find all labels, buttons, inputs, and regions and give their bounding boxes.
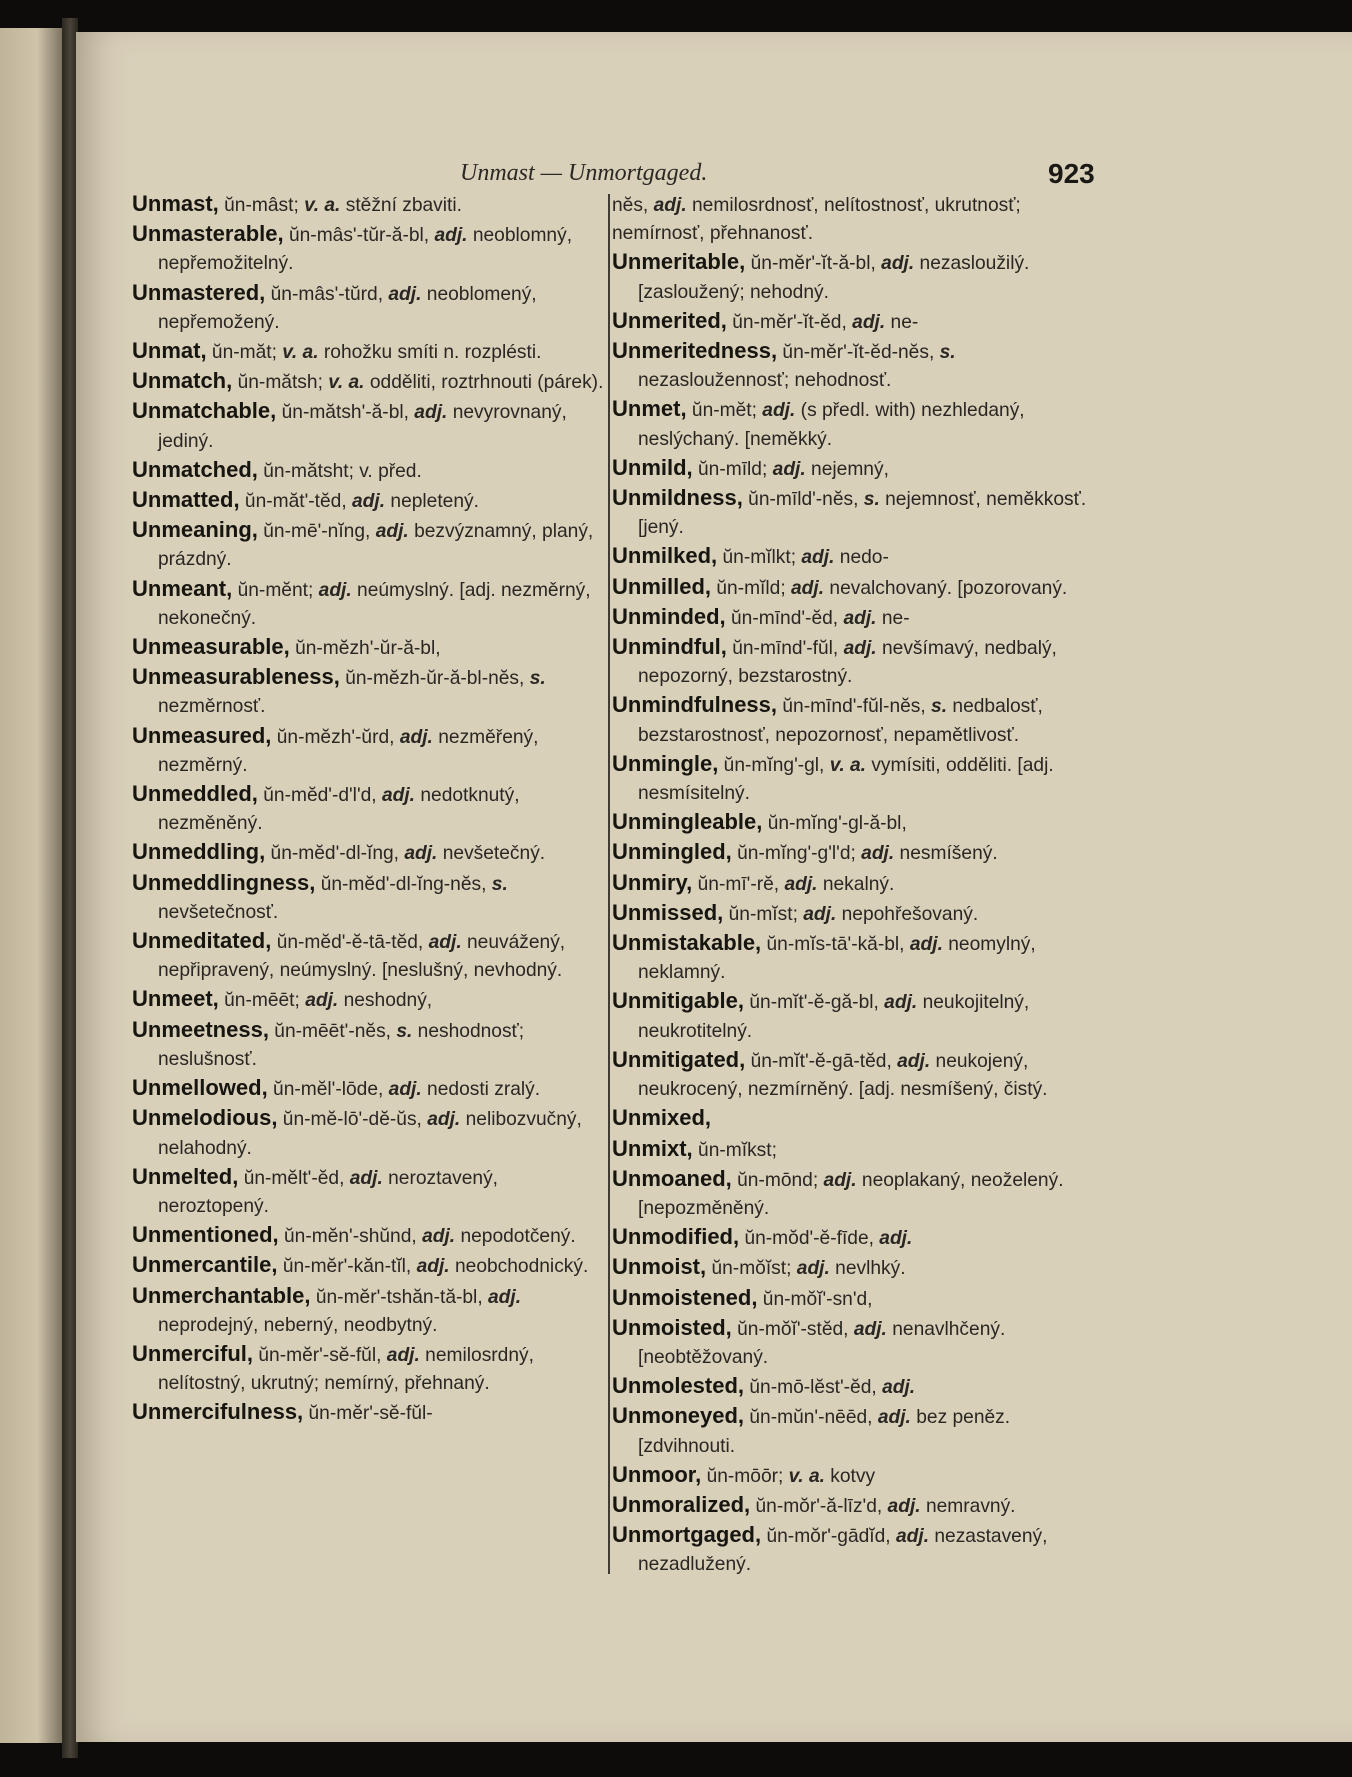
entry-grammar-label: v. a. [322,372,365,394]
entry-pronunciation: ŭn-mŏr'-gādĭd, [761,1526,891,1548]
dictionary-entry [612,750,1088,808]
entry-definition: neukojitelný, neukrotitelný. [638,992,1030,1042]
entry-grammar-label: adj. [756,400,796,422]
dictionary-entry [612,899,1088,929]
entry-grammar-label: adj. [797,903,837,925]
entry-headword: Unmeddlingness, [132,869,316,895]
entry-grammar-label: adj. [767,458,806,480]
page-number: 923 [1048,158,1095,189]
entry-headword: Unmixed, [612,1105,712,1131]
dictionary-entry [612,395,1088,453]
entry-grammar-label: adj. [648,195,687,216]
entry-definition: ne- [876,607,910,629]
entry-pronunciation: ŭn-mĭkst; [692,1139,777,1161]
entry-definition: nedotknutý, nezměněný. [158,785,520,835]
entry-definition: nezasloužilý. [zasloužený; nehodný. [638,253,1030,303]
entry-pronunciation: ŭn-mīld; [692,458,768,480]
left-column [132,190,608,1590]
entry-headword: Unmodified, [612,1224,740,1250]
entry-pronunciation: ŭn-mēēt'-nĕs, [268,1020,391,1042]
entry-pronunciation: ŭn-mī'-rĕ, [692,873,780,895]
entry-definition: nemilosrdnosť, nelítostnosť, ukrutnosť; nemírnosť, přehnanosť. [612,195,1021,245]
entry-headword: Unmolested, [612,1373,745,1399]
entry-grammar-label: adj. [346,491,386,513]
entry-definition: rohožku smíti n. rozplésti. [318,342,542,364]
dictionary-entry [132,1251,608,1281]
entry-definition: nepohřešovaný. [836,903,979,925]
entry-definition: nepletený. [385,491,479,513]
entry-pronunciation: ŭn-mătsh'-ă-bl, [276,402,409,424]
entry-pronunciation: ŭn-mĕd'-dl-ĭng, [265,843,399,865]
entry-pronunciation: ŭn-mīnd'-ĕd, [725,607,839,629]
entry-pronunciation: ŭn-mătsht; [257,460,354,482]
entry-definition: neprodejný, neberný, neodbytný. [158,1314,438,1336]
entry-headword: Unmortgaged, [612,1522,762,1548]
running-head-title: Unmast — Unmortgaged. [460,160,708,186]
dictionary-entry [612,307,1088,337]
entry-grammar-label: adj. [416,1226,456,1248]
entry-headword: Unmilled, [612,573,712,599]
entry-headword: Unmastered, [132,279,266,305]
entry-headword: Unmoor, [612,1461,702,1487]
entry-headword: Unmoralized, [612,1491,751,1517]
entry-grammar-label: adj. [873,1228,913,1250]
dictionary-entry [612,633,1088,691]
entry-headword: Unmercantile, [132,1252,278,1278]
entry-headword: Unmeritedness, [612,338,778,364]
entry-pronunciation: ŭn-măt; [206,342,277,364]
dictionary-entry [132,337,608,367]
entry-headword: Unmelodious, [132,1105,278,1131]
entry-headword: Unmitigated, [612,1046,746,1072]
entry-grammar-label: adj. [855,843,895,865]
entry-definition: nejemný, [805,458,889,480]
entry-grammar-label: adj. [876,1377,916,1399]
dictionary-entry [132,1282,608,1340]
entry-definition: neoplakaný, neoželený. [nepozměněný. [638,1169,1064,1219]
entry-grammar-label: v. a. [783,1465,825,1487]
entry-pronunciation: ŭn-mĭng'-gl-ă-bl, [762,813,907,835]
entry-grammar-label: s. [858,489,880,511]
entry-headword: Unmatched, [132,456,258,482]
entry-grammar-label: adj. [399,843,438,865]
entry-pronunciation: ŭn-mŏĭ'-sn'd, [757,1288,873,1310]
entry-headword: Unmissed, [612,899,724,925]
entry-pronunciation: ŭn-mŭn'-nēēd, [744,1407,873,1429]
entry-headword: Unmeant, [132,575,233,601]
entry-grammar-label: adj. [779,873,818,895]
dictionary-entry [612,337,1088,395]
entry-pronunciation: ŭn-mē'-nĭng, [257,521,371,543]
dictionary-entry [612,1372,1088,1402]
dictionary-entry [132,367,608,397]
entry-pronunciation: ŭn-mĕr'-ĭt-ĕd, [726,311,847,333]
entry-grammar-label: adj. [482,1286,522,1308]
entry-grammar-label: v. a. [276,342,319,364]
dictionary-entry [132,1163,608,1221]
dictionary-entry [612,542,1088,572]
entry-grammar-label: adj. [383,283,422,305]
entry-headword: Unmixt, [612,1135,693,1161]
entry-definition: nedo- [834,547,889,569]
entry-grammar-label: adj. [848,1318,887,1340]
entry-headword: Unmentioned, [132,1222,279,1248]
entry-headword: Unmindful, [612,634,727,660]
dictionary-entry [612,573,1088,603]
entry-grammar-label: adj. [904,934,943,956]
entry-pronunciation: ŭn-mĕr'-sĕ-fŭl, [253,1344,382,1366]
entry-pronunciation: ŭn-mĭng'-g'l'd; [731,843,856,865]
entry-headword: Unmoist, [612,1254,707,1280]
entry-grammar-label: adj. [381,1344,420,1366]
entry-pronunciation: ŭn-mâst; [218,195,299,216]
entry-headword: Unmoisted, [612,1314,732,1340]
dictionary-entry [132,575,608,633]
entry-grammar-label: adj. [785,577,825,599]
dictionary-entry [612,1521,1088,1579]
entry-pronunciation: ŭn-mŏd'-ĕ-fīde, [739,1228,874,1250]
entry-definition: nemilosrdný, nelítostný, ukrutný; nemírný, přehnaný. [158,1344,534,1395]
entry-pronunciation: ŭn-mĕr'-sĕ-fŭl- [303,1403,433,1425]
entry-pronunciation: ŭn-mĭt'-ĕ-gă-bl, [744,992,879,1014]
entry-headword: Unmatchable, [132,398,277,424]
entry-definition: nemravný. [920,1495,1016,1517]
book-page [76,32,1352,1742]
dictionary-entry [612,1253,1088,1283]
dictionary-entry [612,691,1088,749]
dictionary-entry [612,1165,1088,1223]
entry-headword: Unmerited, [612,307,727,333]
dictionary-entry [132,397,608,455]
entry-pronunciation: ŭn-mō-lĕst'-ĕd, [744,1377,877,1399]
dictionary-entry [612,454,1088,484]
entry-pronunciation: ŭn-mĕd'-ĕ-tā-tĕd, [271,932,424,954]
dictionary-entry [612,1284,1088,1314]
entry-pronunciation: ŭn-mīnd'-fŭl-nĕs, [777,696,926,718]
entry-headword: Unmatted, [132,487,240,513]
entry-definition: nedbalosť, bezstarostnosť, nepozornosť, nepamětlivosť. [638,696,1043,746]
dictionary-entry [132,985,608,1015]
entry-headword: Unmasterable, [132,221,284,247]
dictionary-entry [132,1398,608,1428]
entry-grammar-label: adj. [313,579,352,601]
entry-grammar-label: adj. [423,932,462,954]
entry-definition: nevalchovaný. [pozorovaný. [824,577,1068,599]
entry-headword: Unmingle, [612,750,719,776]
dictionary-entry [132,663,608,721]
dictionary-entry [612,1314,1088,1372]
entry-pronunciation: ŭn-mĕzh'-ŭrd, [271,726,395,748]
dictionary-entry [132,1074,608,1104]
dictionary-entry [612,1104,1088,1134]
entry-pronunciation: ŭn-mâs'-tŭrd, [265,283,384,305]
entry-definition: nezastavený, nezadlužený. [638,1526,1048,1576]
entry-grammar-label: adj. [891,1050,931,1072]
dictionary-entry [132,869,608,927]
entry-definition: neomylný, neklamný. [638,934,1036,984]
entry-pronunciation: ŭn-mĕlt'-ĕd, [238,1167,345,1189]
entry-definition: neshodnosť; neslušnosť. [158,1020,525,1070]
dictionary-entry [132,190,608,220]
entry-definition: (s předl. with) nezhledaný, neslýchaný. [neměkký. [638,400,1025,450]
entry-grammar-label: adj. [394,726,433,748]
entry-headword: Unmild, [612,454,693,480]
entry-headword: Unmerciful, [132,1340,254,1366]
entry-headword: Unmingleable, [612,809,763,835]
entry-pronunciation: ŭn-mōnd; [731,1169,819,1191]
entry-pronunciation: ŭn-mĕr'-ĭt-ă-bl, [745,253,876,275]
entry-grammar-label: adj. [890,1526,930,1548]
entry-headword: Unmoneyed, [612,1403,745,1429]
dictionary-entry [132,633,608,663]
entry-grammar-label: v. a. [824,754,866,776]
entry-grammar-label: adj. [882,1495,921,1517]
entry-definition: neroztavený, neroztopený. [158,1167,498,1217]
entry-grammar-label: adj. [791,1258,830,1280]
entry-pronunciation: ŭn-mĕzh-ŭr-ă-bl-nĕs, [339,668,525,690]
entry-pronunciation: ŭn-mătsh; [232,372,323,394]
entry-pronunciation: ŭn-mŏĭst; [706,1258,792,1280]
dictionary-entry [612,808,1088,838]
entry-pronunciation: ŭn-mĕd'-dl-ĭng-nĕs, [315,873,487,895]
entry-pronunciation: nĕs, [612,195,649,216]
entry-pronunciation: ŭn-mĭt'-ĕ-gā-tĕd, [745,1050,892,1072]
entry-pronunciation: ŭn-mĭs-tā'-kă-bl, [761,934,905,956]
entry-headword: Unmatch, [132,368,233,394]
entry-headword: Unminded, [612,603,726,629]
entry-definition: stěžní zbaviti. [340,195,462,216]
entry-definition: ne- [885,311,919,333]
entry-definition: neshodný, [338,990,433,1012]
entry-definition: vymísiti, odděliti. [adj. nesmísitelný. [638,754,1054,805]
entry-headword: Unmoistened, [612,1284,758,1310]
entry-headword: Unmeetness, [132,1016,269,1042]
entry-definition: neoblomný, nepřemožitelný. [158,225,573,275]
dictionary-entry [132,486,608,516]
dictionary-entry [132,1016,608,1074]
entry-headword: Unmet, [612,396,687,422]
entry-grammar-label: adj. [796,547,835,569]
column-rule [608,194,610,1574]
running-head [76,132,1176,189]
entry-headword: Unmeditated, [132,928,272,954]
entry-pronunciation: ŭn-mĕr'-ĭt-ĕd-nĕs, [777,342,935,364]
entry-pronunciation: ŭn-mĕ-lō'-dĕ-ŭs, [277,1109,422,1131]
dictionary-entry [612,987,1088,1045]
entry-definition: nepodotčený. [455,1226,576,1248]
entry-definition: nekalný. [817,873,895,895]
entry-pronunciation: ŭn-mĕr'-tshăn-tă-bl, [310,1286,483,1308]
entry-pronunciation: ŭn-mĕn'-shŭnd, [278,1226,417,1248]
entry-grammar-label: adj. [875,253,915,275]
entry-definition: nezměřený, nezměrný. [158,726,539,776]
entry-grammar-label: adj. [408,402,448,424]
entry-pronunciation: ŭn-mēēt; [218,990,300,1012]
entry-grammar-label: adj. [818,1169,857,1191]
entry-headword: Unmeasurable, [132,634,290,660]
dictionary-entry [132,722,608,780]
entry-definition: nedosti zralý. [421,1079,541,1101]
entry-grammar-label: s. [934,342,956,364]
entry-grammar-label: adj. [838,607,877,629]
entry-pronunciation: ŭn-mĕd'-d'l'd, [257,785,377,807]
entry-definition: v. před. [353,460,422,482]
entry-definition: neoblomený, nepřemožený. [158,283,537,333]
entry-pronunciation: ŭn-mĕt; [686,400,757,422]
entry-pronunciation: ŭn-mīnd'-fŭl, [726,638,839,660]
entry-definition: kotvy [824,1465,876,1487]
dictionary-entry [612,838,1088,868]
entry-headword: Unmoaned, [612,1165,732,1191]
dictionary-entry [132,516,608,574]
dictionary-entry [132,1104,608,1162]
right-column [612,190,1088,1590]
dictionary-entry [612,1046,1088,1104]
entry-pronunciation: ŭn-mâs'-tŭr-ă-bl, [283,225,430,247]
entry-pronunciation: ŭn-mĭst; [723,903,798,925]
entry-definition: neuvážený, nepřipravený, neúmyslný. [neslušný, nevhodný. [158,932,566,982]
dictionary-entry [612,1491,1088,1521]
entry-definition: neobchodnický. [449,1256,589,1278]
dictionary-entry [132,780,608,838]
entry-headword: Unmilked, [612,543,718,569]
entry-grammar-label: adj. [376,785,416,807]
entry-headword: Unmelted, [132,1163,239,1189]
entry-grammar-label: adj. [344,1167,383,1189]
entry-definition: nelibozvučný, nelahodný. [158,1109,582,1159]
dictionary-entry [612,484,1088,542]
entry-pronunciation: ŭn-măt'-tĕd, [239,491,347,513]
dictionary-entry [132,279,608,337]
entry-headword: Unmerchantable, [132,1282,311,1308]
entry-pronunciation: ŭn-mĕr'-kăn-tĭl, [277,1256,412,1278]
entry-definition: nejemnosť, neměkkosť. [jený. [638,489,1087,539]
entry-pronunciation: ŭn-mĕnt; [232,579,314,601]
entry-grammar-label: s. [486,873,508,895]
dictionary-entry [132,220,608,278]
entry-definition: nesmíšený. [894,843,998,865]
dictionary-entry [612,929,1088,987]
entry-definition: neukojený, neukrocený, nezmírněný. [adj. nesmíšený, čistý. [638,1050,1048,1101]
dictionary-entry [132,838,608,868]
entry-grammar-label: s. [524,668,546,690]
entry-headword: Unmistakable, [612,930,762,956]
dictionary-entry [612,1135,1088,1165]
entry-grammar-label: adj. [878,992,918,1014]
entry-pronunciation: ŭn-mĭng'-gl, [718,754,825,776]
dictionary-entry [612,1461,1088,1491]
dictionary-entry [612,603,1088,633]
entry-headword: Unmiry, [612,869,693,895]
entry-headword: Unmellowed, [132,1075,268,1101]
entry-headword: Unmeasured, [132,722,272,748]
entry-headword: Unmat, [132,338,207,364]
entry-definition: nevšímavý, nedbalý, nepozorný, bezstarostný. [638,638,1057,688]
entry-definition: nezasloužennosť; nehodnosť. [638,370,892,392]
entry-grammar-label: s. [391,1020,413,1042]
entry-pronunciation: ŭn-mĕl'-lōde, [267,1079,384,1101]
entry-headword: Unmeddled, [132,781,258,807]
entry-pronunciation: ŭn-mōōr; [701,1465,784,1487]
entry-headword: Unmast, [132,191,219,216]
entry-grammar-label: adj. [411,1256,450,1278]
entry-pronunciation: ŭn-mīld'-nĕs, [742,489,859,511]
dictionary-entry [612,190,1088,248]
entry-headword: Unmeaning, [132,517,258,543]
entry-definition: nevšetečnosť. [158,901,279,923]
entry-definition: bezvýznamný, planý, prázdný. [158,521,594,571]
entry-definition: neúmyslný. [adj. nezměrný, nekonečný. [158,579,591,629]
entry-definition: nevšetečný. [437,843,546,865]
entry-pronunciation: ŭn-mĭld; [711,577,786,599]
dictionary-entry [612,248,1088,306]
entry-definition: nezměrnosť. [158,696,266,718]
dictionary-entry [612,1402,1088,1460]
dictionary-entry [612,869,1088,899]
entry-definition: nevyrovnaný, jediný. [158,402,567,452]
facing-page-edge [0,28,62,1743]
entry-pronunciation: ŭn-mŏĭ'-stĕd, [731,1318,849,1340]
entry-grammar-label: adj. [429,225,468,247]
entry-grammar-label: adj. [370,521,409,543]
entry-grammar-label: adj. [421,1109,461,1131]
entry-grammar-label: adj. [838,638,877,660]
entry-definition: odděliti, roztrhnouti (párek). [364,372,604,394]
entry-headword: Unmitigable, [612,988,745,1014]
entry-grammar-label: adj. [299,990,339,1012]
entry-definition: nevlhký. [829,1258,906,1280]
entry-headword: Unmeasurableness, [132,664,340,690]
dictionary-entry [132,1340,608,1398]
entry-definition: bez peněz. [zdvihnouti. [638,1407,1011,1457]
dictionary-entry [132,927,608,985]
dictionary-entry [132,456,608,486]
entry-grammar-label: adj. [383,1079,422,1101]
entry-headword: Unmeritable, [612,249,746,275]
entry-grammar-label: v. a. [298,195,341,216]
entry-headword: Unmildness, [612,485,743,511]
entry-pronunciation: ŭn-mĭlkt; [717,547,797,569]
entry-headword: Unmindfulness, [612,692,778,718]
entry-headword: Unmeddling, [132,839,266,865]
dictionary-entry [612,1223,1088,1253]
entry-definition: nenavlhčený. [neobtěžovaný. [638,1318,1006,1368]
entry-grammar-label: s. [925,696,948,718]
entry-grammar-label: adj. [846,311,886,333]
entry-grammar-label: adj. [872,1407,911,1429]
entry-headword: Unmeet, [132,986,219,1012]
entry-pronunciation: ŭn-mŏr'-ă-līz'd, [750,1495,883,1517]
entry-headword: Unmingled, [612,839,732,865]
entry-headword: Unmercifulness, [132,1399,304,1425]
entry-pronunciation: ŭn-mĕzh'-ŭr-ă-bl, [289,638,441,660]
dictionary-entry [132,1221,608,1251]
